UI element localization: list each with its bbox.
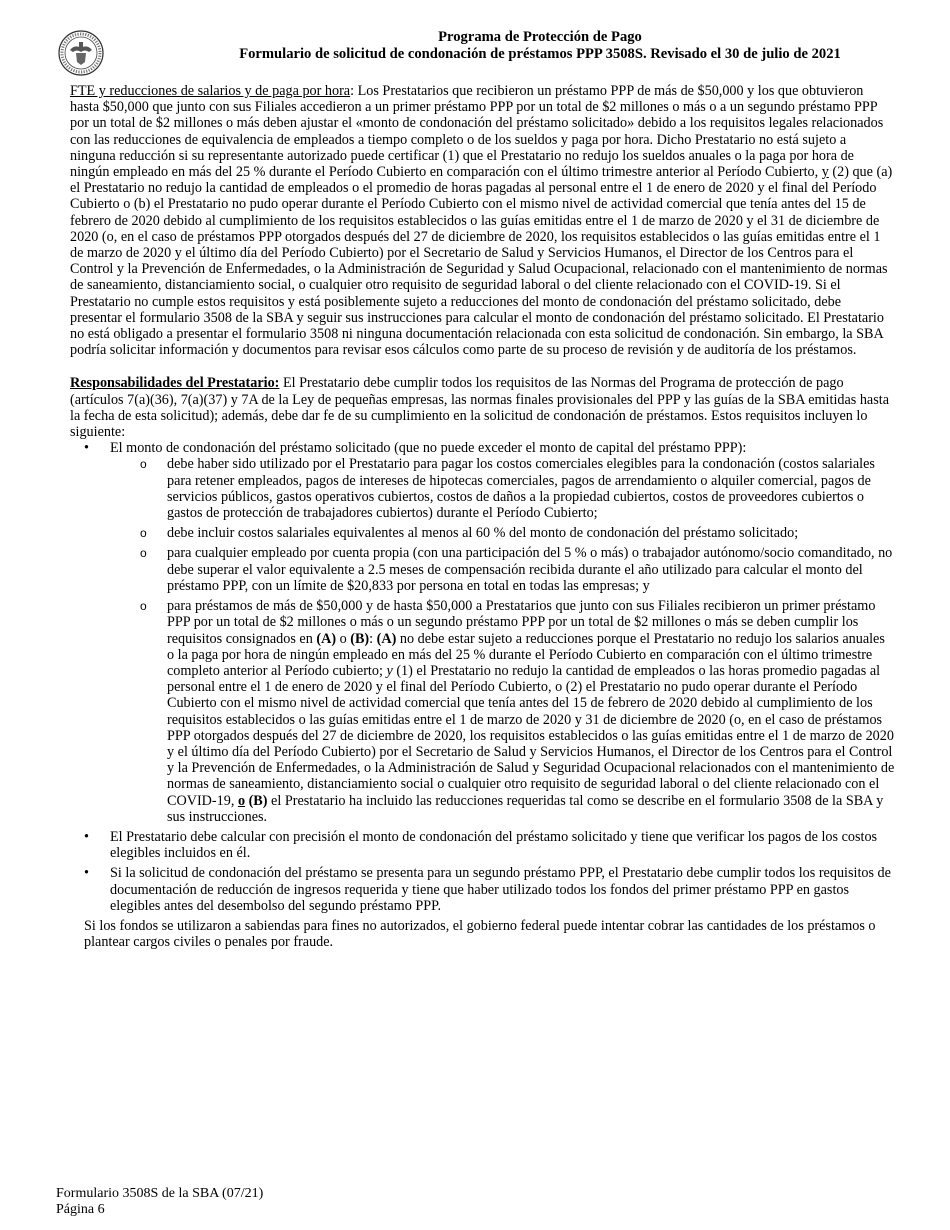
sba-seal-logo [58, 30, 104, 76]
sub-bullet-marker: o [140, 599, 147, 614]
bullet-marker: • [84, 865, 89, 882]
sub-bullet-marker: o [140, 546, 147, 561]
closing-paragraph: Si los fondos se utilizaron a sabiendas para fines no autorizados, el gobierno federal puede intentar cobrar las cantidades de los préstamos o plantear cargos civiles o penales por fraude. [84, 917, 876, 951]
program-title: Programa de Protección de Pago [438, 29, 642, 45]
page-number: Página 6 [56, 1202, 105, 1217]
bullet-marker: • [84, 828, 89, 845]
sub-list [110, 456, 895, 824]
requirements-list [70, 440, 895, 914]
sub-list-item: o para cualquier empleado por cuenta propia (con una participación del 5 % o más) o trabajador autónomo/socio comanditado, no debe superar el valor equivalente a 2.5 meses de compensación recibida durante el año utilizado para calcular el monto del préstamo PPP, con un límite de $20,833 por persona en total en todas las empresas; y [140, 545, 893, 594]
form-number: Formulario 3508S de la SBA (07/21) [56, 1186, 264, 1201]
responsibilities-paragraph: Responsabilidades del Prestatario: El Prestatario debe cumplir todos los requisitos de las Normas del Programa de protección de pago (artículos 7(a)(36), 7(a)(37) y 7A de la Ley de pequeñas empresas, las normas finales provisionales del PPP y las guías de la SBA emitidas hasta la fecha de esta solicitud); además, debe dar fe de su cumplimiento en la solicitud de condonación de préstamos. Estos requisitos incluyen lo siguiente: [70, 375, 889, 441]
list-item: • Si la solicitud de condonación del préstamo se presenta para un segundo préstamo PPP, el Prestatario debe cumplir todos los requisitos de documentación de reducción de ingresos requerida y tiene que haber utilizado todos los fondos del primer préstamo PPP en gastos elegibles antes del desembolso del segundo préstamo PPP. [84, 865, 891, 914]
fte-heading: FTE y reducciones de salarios y de paga por hora [70, 83, 351, 99]
page-footer [56, 1186, 263, 1218]
list-item: • El Prestatario debe calcular con precisión el monto de condonación del préstamo solicitado y tiene que verificar los pagos de los costos elegibles incluidos en él. [84, 828, 878, 862]
list-item: • El monto de condonación del préstamo solicitado (que no puede exceder el monto de capital del préstamo PPP): o debe haber sido utilizado por el Prestatario para pagar los costos comerciales elegibles para la condonación (costos salariales para retener empleados, pagos de intereses de hipotecas comerciales, pagos de arrendamiento o alquiler comercial, pagos de servicios públicos, gastos operativos cubiertos, costos de daños a la propiedad cubiertos, costos de proveedores cubiertos o gastos de protección de trabajadores cubiertos) durante el Período Cubierto; o debe incluir costos salariales equivalentes al menos al 60 % del monto de condonación del préstamo solicitado; o para cualquier empleado por cuenta propia (con una participación del 5 % o más) o trabajador autónomo/socio comanditado, no debe superar el valor equivalente a 2.5 meses de compensación recibida durante el año utilizado para calcular el monto del préstamo PPP, con un límite de $20,833 por persona en total en todas las empresas; y o para préstamos de más de $50,000 y de hasta $50,000 a Prestatarios que junto con sus Filiales recibieron un primer préstamo PPP por un total de $2 millones o más o un segundo préstamo PPP por un total de $2 millones o más se deben cumplir los requisitos consignados en (A) o (B): (A) no debe estar sujeto a reducciones porque el Prestatario no redujo los salarios anuales o la paga por hora de ningún empleado en más del 25 % durante el Período Cubierto en comparación con el último trimestre completo anterior al Período cubierto; y (1) el Prestatario no redujo la cantidad de empleados o las horas promedio pagadas al personal entre el 1 de enero de 2020 y el final del Período Cubierto, o (2) el Prestatario no pudo operar durante el Período Cubierto con el mismo nivel de actividad comercial que tenía antes del 15 de febrero de 2020 debido al cumplimiento de los requisitos establecidos o las guías emitidas entre el 1 de marzo de 2020 y 31 de diciembre de 2020 (o, en el caso de préstamos PPP otorgados después del 27 de diciembre de 2020, los requisitos establecidos o las guías emitidas entre el 1 de marzo de 2020 y el último día del Período Cubierto) por el Secretario de Salud y Servicios Humanos, el Director de los Centros para el Control y la Prevención de Enfermedades, o la Administración de Salud y Seguridad Ocupacional relacionados con el mantenimiento de normas de saneamiento, distanciamiento social o cualquier otro requisito de seguridad laboral o del cliente relacionado con el COVID-19, o (B) el Prestatario ha incluido las reducciones requeridas tal como se describe en el formulario 3508 de la SBA y sus instrucciones. [84, 440, 895, 825]
page-header [130, 29, 950, 63]
bullet-marker: • [84, 440, 89, 457]
sub-list-item: o debe haber sido utilizado por el Prestatario para pagar los costos comerciales elegibles para la condonación (costos salariales para retener empleados, pagos de intereses de hipotecas comerciales, pagos de arrendamiento o alquiler comercial, pagos de servicios públicos, gastos operativos cubiertos, costos de daños a la propiedad cubiertos, costos de proveedores cubiertos o gastos de protección de trabajadores cubiertos) durante el Período Cubierto; [140, 456, 875, 522]
form-title: Formulario de solicitud de condonación de préstamos PPP 3508S. Revisado el 30 de julio de 2021 [239, 46, 841, 62]
sub-list-item: o debe incluir costos salariales equivalentes al menos al 60 % del monto de condonación del préstamo solicitado; [140, 525, 799, 542]
responsibilities-heading: Responsabilidades del Prestatario: [70, 375, 280, 392]
sub-list-item: o para préstamos de más de $50,000 y de hasta $50,000 a Prestatarios que junto con sus Filiales recibieron un primer préstamo PPP por un total de $2 millones o más o un segundo préstamo PPP por un total de $2 millones o más se deben cumplir los requisitos consignados en (A) o (B): (A) no debe estar sujeto a reducciones porque el Prestatario no redujo los salarios anuales o la paga por hora de ningún empleado en más del 25 % durante el Período Cubierto en comparación con el último trimestre completo anterior al Período cubierto; y (1) el Prestatario no redujo la cantidad de empleados o las horas promedio pagadas al personal entre el 1 de enero de 2020 y el final del Período Cubierto, o (2) el Prestatario no pudo operar durante el Período Cubierto con el mismo nivel de actividad comercial que tenía antes del 15 de febrero de 2020 debido al cumplimiento de los requisitos establecidos o las guías emitidas entre el 1 de marzo de 2020 y 31 de diciembre de 2020 (o, en el caso de préstamos PPP otorgados después del 27 de diciembre de 2020, los requisitos establecidos o las guías emitidas entre el 1 de marzo de 2020 y el último día del Período Cubierto) por el Secretario de Salud y Servicios Humanos, el Director de los Centros para el Control y la Prevención de Enfermedades, o la Administración de Salud y Seguridad Ocupacional relacionados con el mantenimiento de normas de saneamiento, distanciamiento social o cualquier otro requisito de seguridad laboral o del cliente relacionado con el COVID-19, o (B) el Prestatario ha incluido las reducciones requeridas tal como se describe en el formulario 3508 de la SBA y sus instrucciones. [140, 598, 895, 825]
fte-paragraph: FTE y reducciones de salarios y de paga por hora: Los Prestatarios que recibieron un préstamo PPP de más de $50,000 y los que obtuvieron hasta $50,000 que junto con sus Filiales accedieron a un primer préstamo PPP por un total de $2 millones o más o a un segundo préstamo PPP por un total de $2 millones o más deben ajustar el «monto de condonación del préstamo solicitado» debido a los requisitos legales relacionados con las reducciones de equivalencia de empleados a tiempo completo o de los sueldos y paga por hora. Dicho Prestatario no está sujeto a ninguna reducción si su representante autorizado puede certificar (1) que el Prestatario no redujo los sueldos anuales o la paga por hora de ningún empleado en más del 25 % durante el Período Cubierto en comparación con el último trimestre anterior al Período Cubierto, y (2) que (a) el Prestatario no redujo la cantidad de empleados o el promedio de horas pagadas al personal entre el 1 de enero de 2020 y el final del Período Cubierto o (b) el Prestatario no pudo operar durante el Período Cubierto con el mismo nivel de actividad comercial que tenía antes del 15 de febrero de 2020 debido al cumplimiento de los requisitos establecidos o las guías emitidas entre el 1 de marzo de 2020 y el 31 de diciembre de 2020 (o, en el caso de préstamos PPP otorgados después del 27 de diciembre de 2020, los requisitos establecidos o las guías emitidas entre el 1 de marzo de 2020 y el último día del Período Cubierto) por el Secretario de Salud y Servicios Humanos, el Director de los Centros para el Control y la Prevención de Enfermedades, o la Administración de Seguridad y Salud Ocupacional, relacionado con el mantenimiento de normas de saneamiento, distanciamiento social, o cualquier otro requisito de seguridad laboral o del cliente relacionado con el COVID-19. Si el Prestatario no cumple estos requisitos y está posiblemente sujeto a reducciones del monto de condonación del préstamo solicitado, debe presentar el formulario 3508 de la SBA y seguir sus instrucciones para calcular el monto de condonación del préstamo solicitado. El Prestatario no está obligado a presentar el formulario 3508 ni ninguna documentación relacionada con esta solicitud de condonación. Sin embargo, la SBA podría solicitar información y documentos para revisar esos cálculos como parte de su proceso de revisión y de auditoría de los préstamos. [70, 83, 893, 359]
document-body [70, 83, 895, 950]
sub-bullet-marker: o [140, 526, 147, 541]
sub-bullet-marker: o [140, 457, 147, 472]
